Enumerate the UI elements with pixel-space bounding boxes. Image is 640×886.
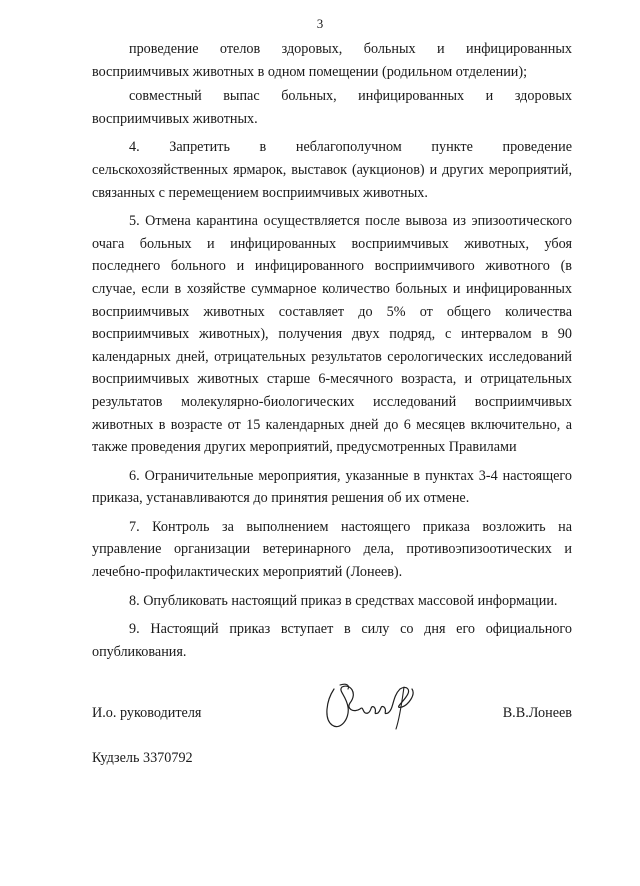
- signature-block: [92, 705, 572, 729]
- signatory-position: И.о. руководителя: [92, 705, 202, 721]
- paragraph-item-4: 4. Запретить в неблагополучном пункте проведение сельскохозяйственных ярмарок, выставок (аукционов) и других мероприятий, связанных с перемещением восприимчивых животных.: [92, 139, 572, 201]
- paragraph-item-9: 9. Настоящий приказ вступает в силу со дня его официального опубликования.: [92, 621, 572, 660]
- paragraph-item-5: 5. Отмена карантина осуществляется после вывоза из эпизоотического очага больных и инфицированных восприимчивых животных, убоя последнего больного и инфицированного восприимчивого животного (в случае, если в хозяйстве суммарное количество больных и инфицированных восприимчивых животных составляет до 5% от общего количества восприимчивых животных), получения двух подряд, с интервалом в 90 календарных дней, отрицательных результатов серологических исследований восприимчивых животных старше 6-месячного возраста, и отрицательных результатов молекулярно-биологических исследований восприимчивых животных в возрасте от 15 календарных дней до 6 месяцев включительно, а также проведения других мероприятий, предусмотренных Правилами: [92, 213, 572, 456]
- page-number: 3: [316, 16, 324, 31]
- handwritten-signature: [320, 679, 430, 735]
- document-body: [92, 38, 572, 663]
- paragraph-grazing: совместный выпас больных, инфицированных и здоровых восприимчивых животных.: [92, 88, 572, 127]
- paragraph-item-7: 7. Контроль за выполнением настоящего приказа возложить на управление организации ветеринарного дела, противоэпизоотических и лечебно-профилактических мероприятий (Лонеев).: [92, 518, 572, 581]
- signatory-name: В.В.Лонеев: [502, 705, 572, 721]
- executor-contact: Кудзель 3370792: [92, 750, 193, 766]
- paragraph-calving: проведение отелов здоровых, больных и инфицированных восприимчивых животных в одном помещении (родильном отделении);: [92, 41, 572, 80]
- paragraph-item-6: 6. Ограничительные мероприятия, указанные в пунктах 3-4 настоящего приказа, устанавливаются до принятия решения об их отмене.: [92, 467, 572, 507]
- paragraph-item-8: 8. Опубликовать настоящий приказ в средствах массовой информации.: [129, 592, 558, 609]
